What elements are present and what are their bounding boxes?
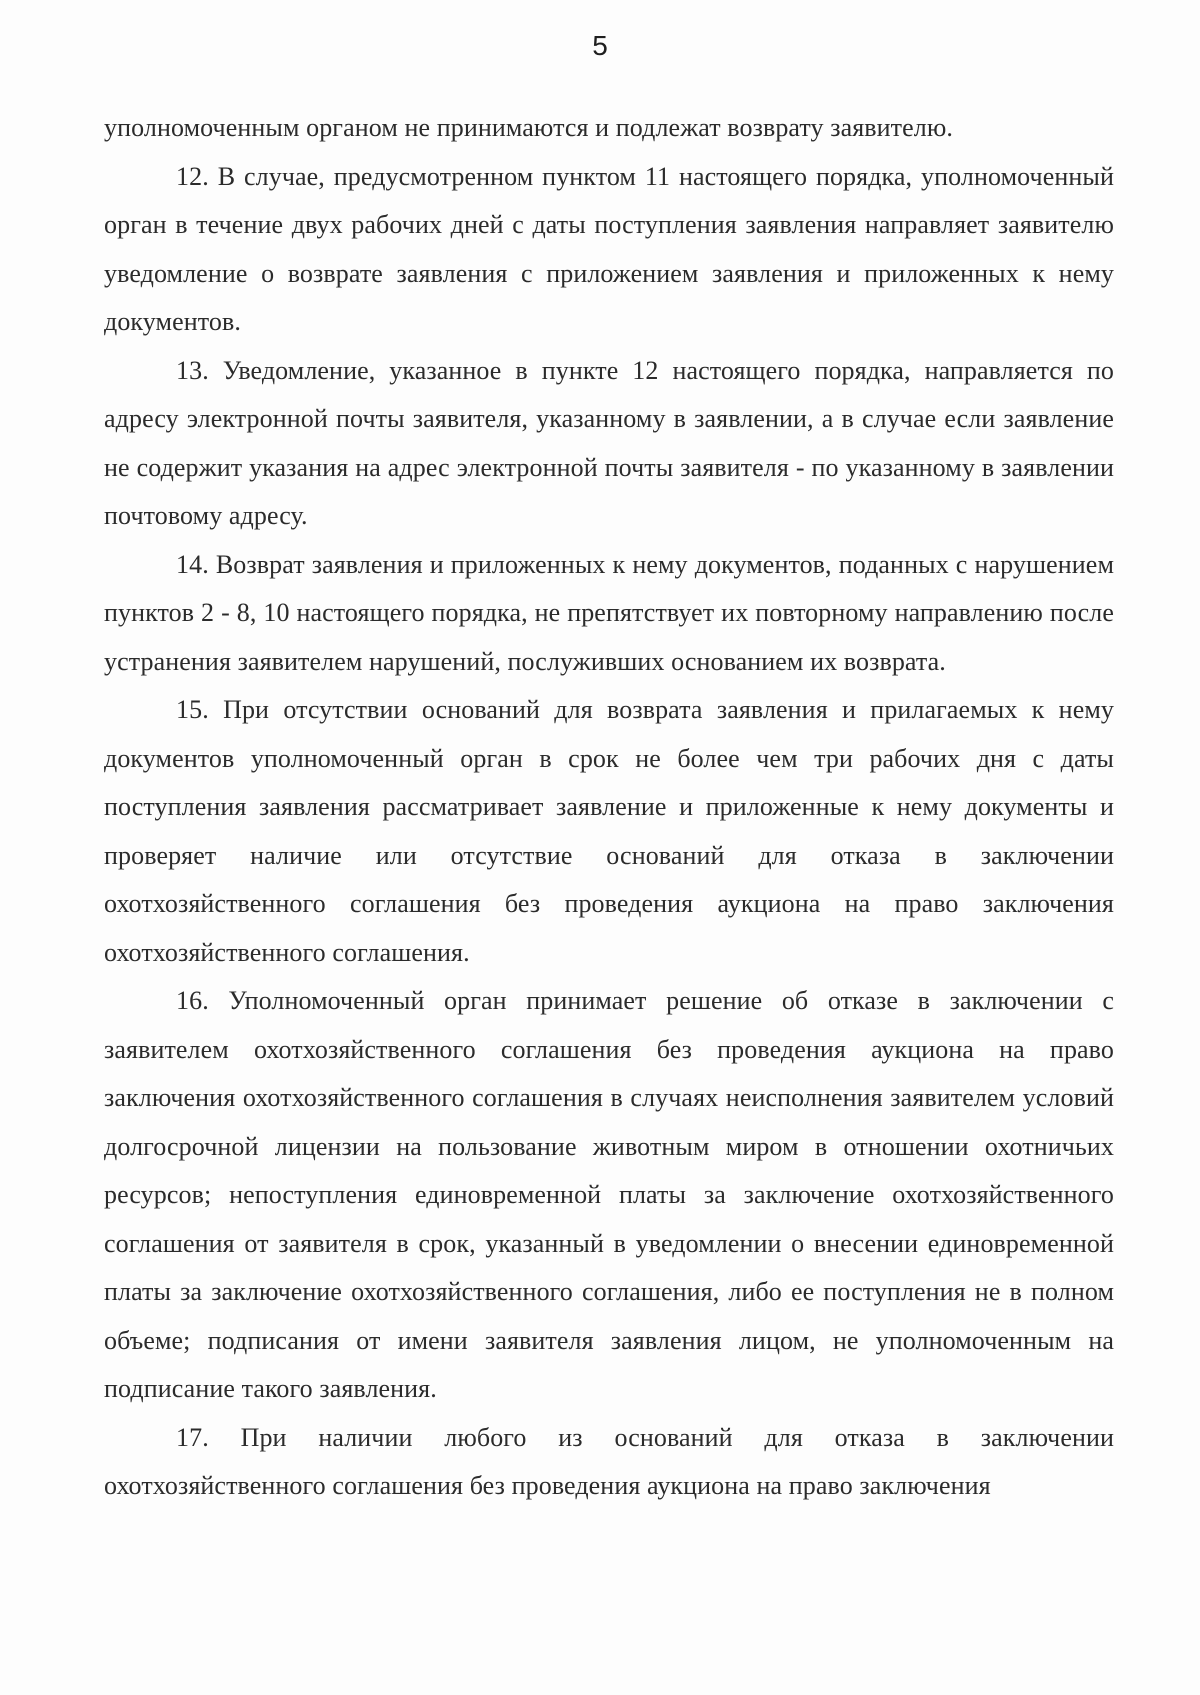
paragraph-item-15: 15. При отсутствии оснований для возврата заявления и прилагаемых к нему документов уполномоченный орган в срок не более чем три рабочих дня с даты поступления заявления рассматривает заявление и приложенные к нему документы и проверяет наличие или отсутствие оснований для отказа в заключении охотхозяйственного соглашения без проведения аукциона на право заключения охотхозяйственного соглашения.	[104, 695, 1114, 967]
paragraph-item-17: 17. При наличии любого из оснований для отказа в заключении охотхозяйственного соглашения без проведения аукциона на право заключения	[104, 1422, 1114, 1500]
paragraph-item-12: 12. В случае, предусмотренном пунктом 11 настоящего порядка, уполномоченный орган в течение двух рабочих дней с даты поступления заявления направляет заявителю уведомление о возврате заявления с приложением заявления и приложенных к нему документов.	[104, 161, 1114, 336]
paragraph-item-13: 13. Уведомление, указанное в пункте 12 настоящего порядка, направляется по адресу электронной почты заявителя, указанному в заявлении, а в случае если заявление не содержит указания на адрес электронной почты заявителя - по указанному в заявлении почтовому адресу.	[104, 355, 1114, 530]
paragraph-item-16: 16. Уполномоченный орган принимает решение об отказе в заключении с заявителем охотхозяйственного соглашения без проведения аукциона на право заключения охотхозяйственного соглашения в случаях неисполнения заявителем условий долгосрочной лицензии на пользование животным миром в отношении охотничьих ресурсов; непоступления единовременной платы за заключение охотхозяйственного соглашения от заявителя в срок, указанный в уведомлении о внесении единовременной платы за заключение охотхозяйственного соглашения, либо ее поступления не в полном объеме; подписания от имени заявителя заявления лицом, не уполномоченным на подписание такого заявления.	[104, 986, 1114, 1403]
paragraph-item-14: 14. Возврат заявления и приложенных к нему документов, поданных с нарушением пунктов 2 - 8, 10 настоящего порядка, не препятствует их повторному направлению после устранения заявителем нарушений, послуживших основанием их возврата.	[104, 549, 1114, 676]
paragraph-continuation: уполномоченным органом не принимаются и подлежат возврату заявителю.	[104, 113, 953, 142]
document-body	[104, 104, 1114, 1511]
page-number: 5	[592, 30, 608, 61]
